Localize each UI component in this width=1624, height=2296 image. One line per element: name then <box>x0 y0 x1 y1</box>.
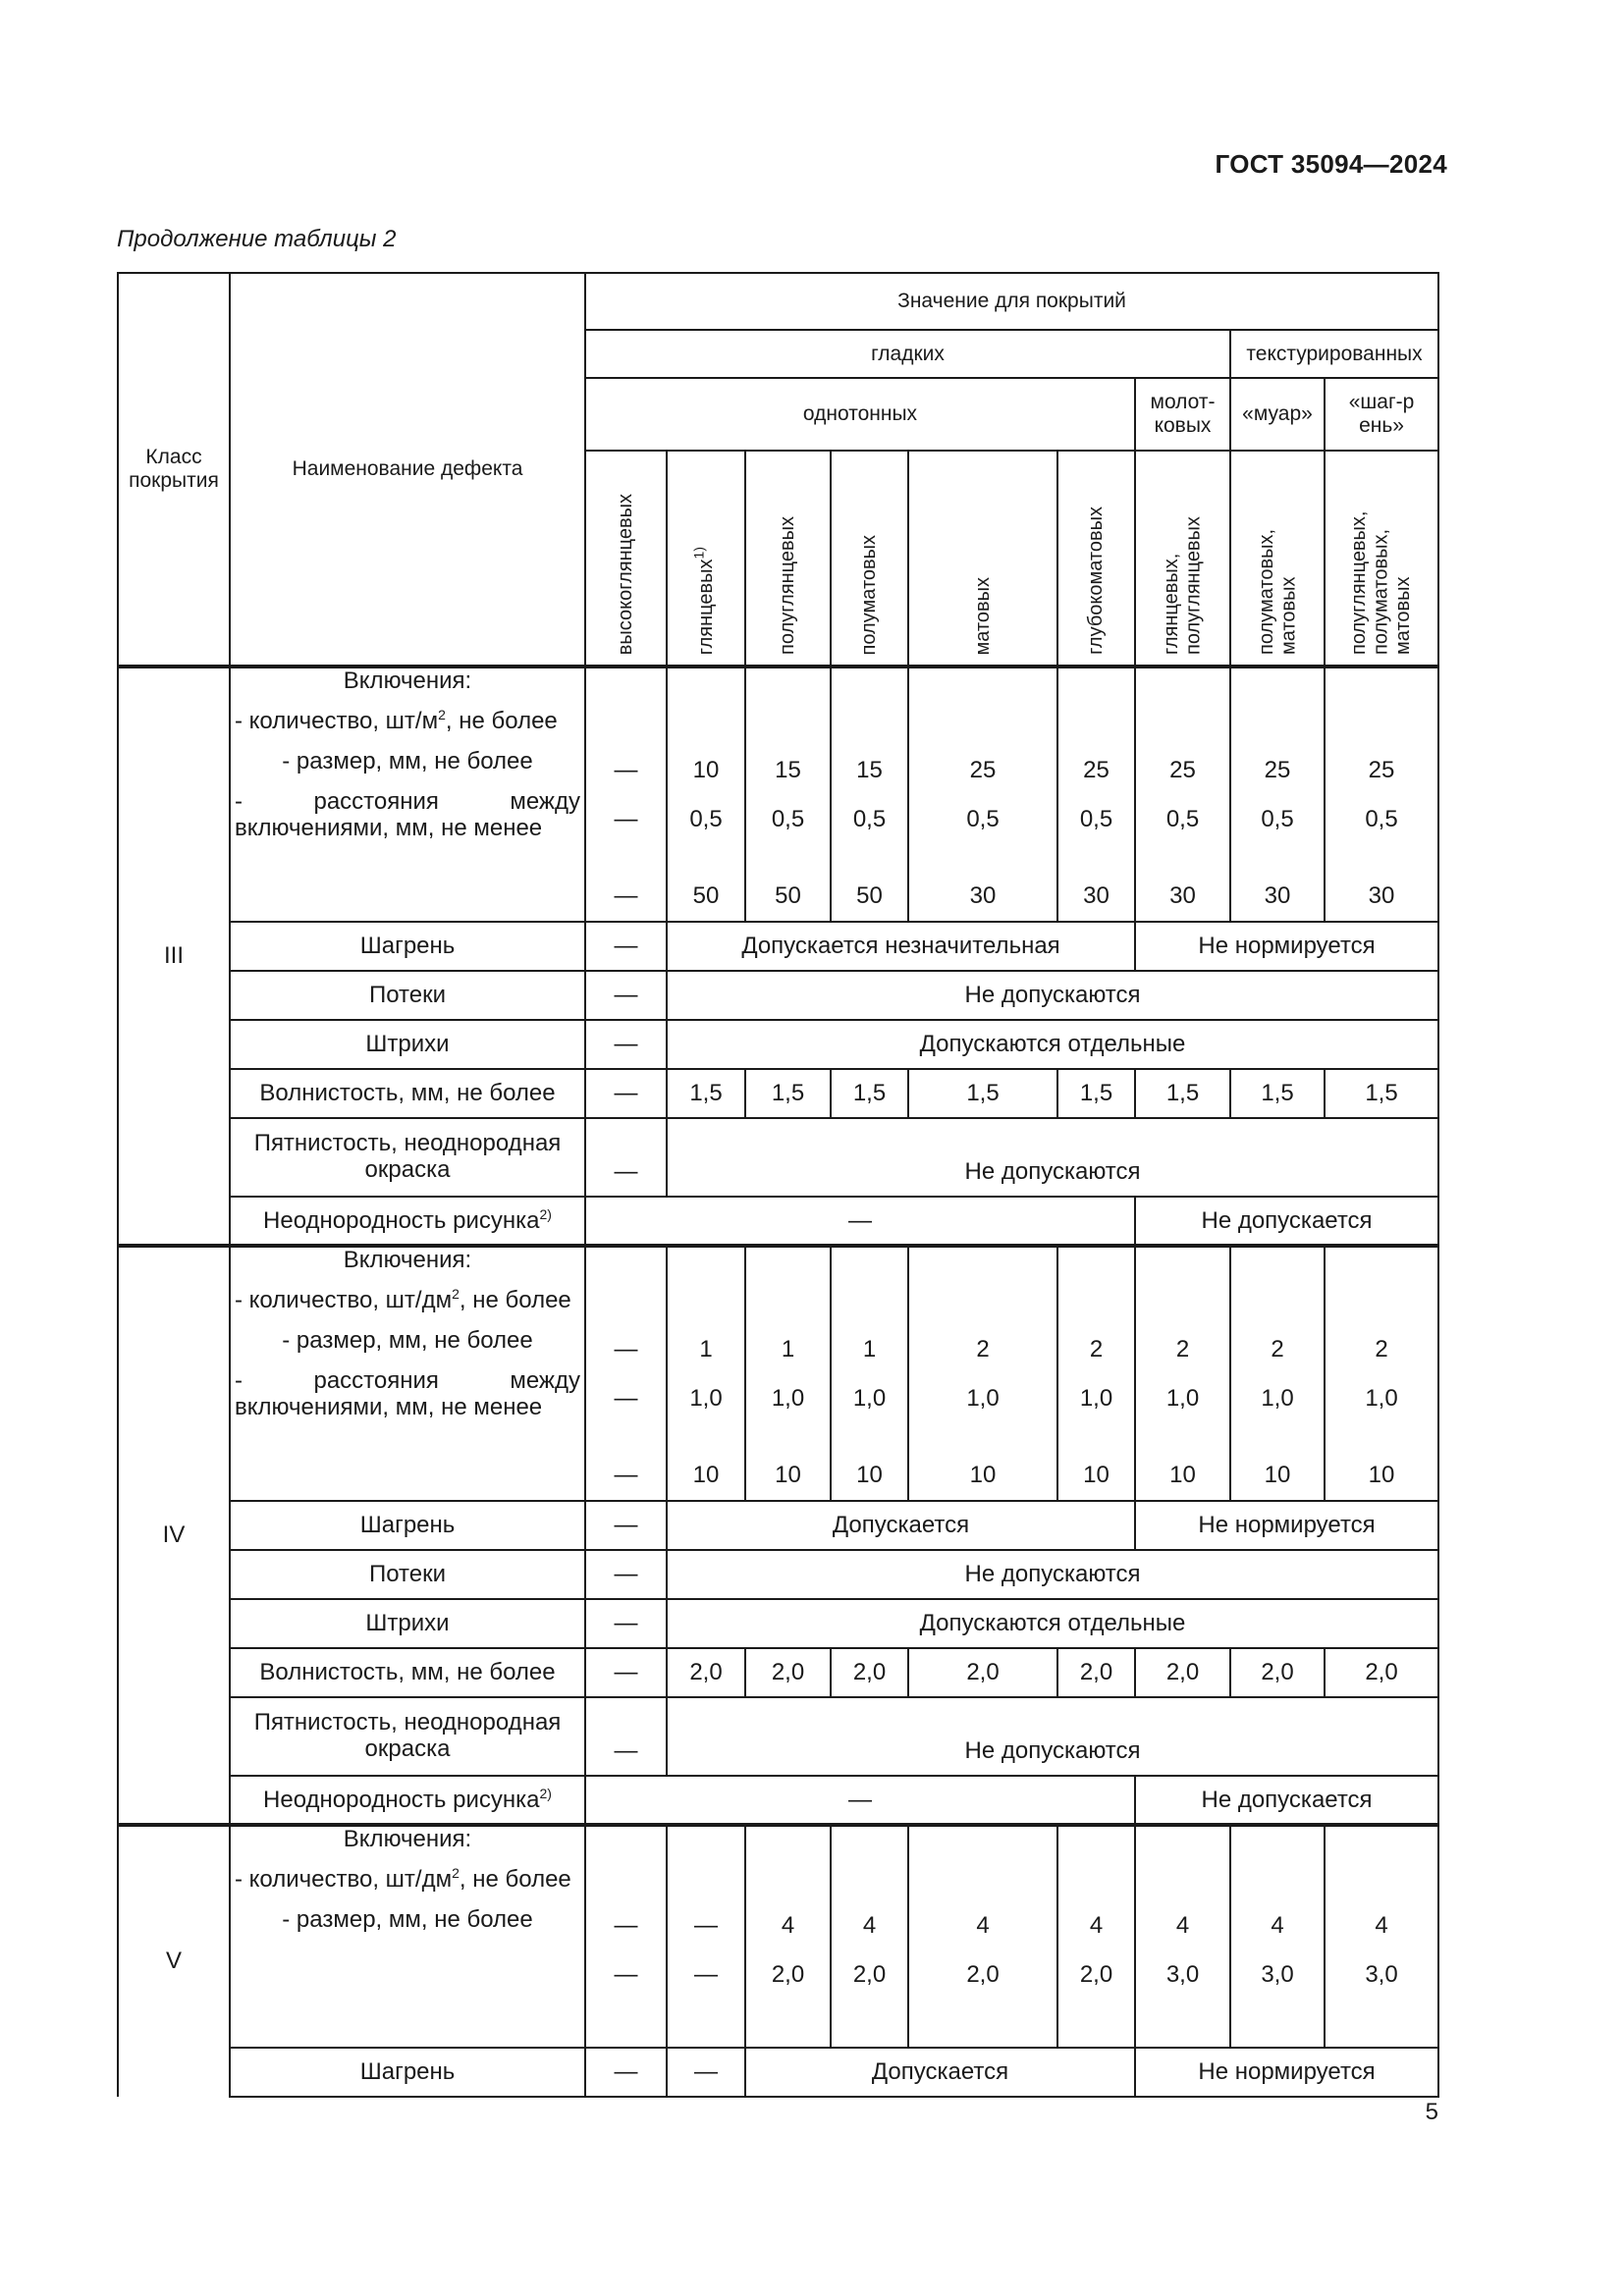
value-cell: 1,5 <box>1230 1069 1325 1118</box>
value-cell: 1 <box>862 1336 877 1362</box>
table-row <box>118 1069 1438 1118</box>
values-IV-c7 <box>1135 1246 1230 1501</box>
pattern-IV-other: Не допускается <box>1135 1776 1438 1825</box>
value-cell: 10 <box>692 1462 720 1488</box>
defect-pattern <box>230 1197 585 1246</box>
value-cell: 1,5 <box>1135 1069 1230 1118</box>
values-IV-c8 <box>1230 1246 1325 1501</box>
value-cell: — <box>694 1912 718 1939</box>
defect-shagreen: Шагрень <box>230 2048 585 2097</box>
page-number: 5 <box>1425 2099 1438 2125</box>
value-cell: 1,5 <box>1057 1069 1135 1118</box>
runs-IV-value: Не допускаются <box>667 1550 1438 1599</box>
value-cell: 10 <box>1169 1462 1196 1488</box>
dash-cell: — <box>585 922 667 971</box>
defect-strokes: Штрихи <box>230 1599 585 1648</box>
defects-table <box>117 272 1439 2098</box>
value-stack <box>588 671 664 911</box>
table-caption: Продолжение таблицы 2 <box>117 226 397 252</box>
dash-cell: — <box>585 1118 667 1197</box>
value-cell: 4 <box>1175 1912 1190 1939</box>
value-stack <box>748 671 828 911</box>
values-IV-c5 <box>908 1246 1057 1501</box>
value-stack <box>748 1827 828 2037</box>
value-cell: 2 <box>1375 1336 1388 1362</box>
qty-label-text: - количество, шт/дм <box>235 1286 453 1313</box>
value-cell: — <box>614 1961 638 1988</box>
value-cell: — <box>694 1961 718 1988</box>
value-cell: 2 <box>1271 1336 1284 1362</box>
header-hammer <box>1135 378 1230 451</box>
value-stack <box>1138 671 1227 911</box>
value-cell: — <box>585 1069 667 1118</box>
size-label: - размер, мм, не более <box>282 1905 533 1933</box>
value-cell: 1,0 <box>1165 1385 1200 1412</box>
defect-inclusions <box>230 667 585 922</box>
value-cell: 10 <box>775 1462 801 1488</box>
value-cell: 2,0 <box>831 1648 908 1697</box>
pattern-III-smooth: — <box>585 1197 1135 1246</box>
qty-label-sup: 2 <box>438 706 446 722</box>
value-cell: 4 <box>1089 1912 1104 1939</box>
value-stack <box>834 1827 905 2037</box>
header-single-color: однотонных <box>585 378 1135 451</box>
value-stack <box>1060 1251 1132 1490</box>
value-cell: 2 <box>976 1336 990 1362</box>
pattern-label: Неоднородность рисунка <box>263 1786 540 1813</box>
values-III-c3 <box>745 667 831 922</box>
value-stack <box>1327 1251 1435 1490</box>
col-header-1 <box>585 451 667 667</box>
value-cell: 1,0 <box>1365 1385 1398 1412</box>
shagreen-III-other: Не нормируется <box>1135 922 1438 971</box>
value-cell: 2,0 <box>852 1961 887 1988</box>
defect-strokes: Штрихи <box>230 1020 585 1069</box>
value-cell: 50 <box>775 882 801 909</box>
value-cell: 30 <box>1169 882 1196 909</box>
col-header-1-text: высокоглянцевых <box>615 493 637 655</box>
value-cell: 0,5 <box>689 806 723 832</box>
value-cell: 2,0 <box>1057 1648 1135 1697</box>
pattern-sup: 2) <box>539 1205 552 1222</box>
col-header-2-footnote: 1) <box>690 546 707 560</box>
table-row <box>118 1118 1438 1197</box>
values-III-c7 <box>1135 667 1230 922</box>
values-V-c1 <box>585 1825 667 2048</box>
shagreen-V-smooth: Допускается <box>745 2048 1135 2097</box>
value-stack <box>670 671 742 911</box>
value-stack <box>1060 1827 1132 2037</box>
col-header-4-text: полуматовых <box>858 534 881 655</box>
runs-III-value: Не допускаются <box>667 971 1438 1020</box>
table-row <box>118 971 1438 1020</box>
value-cell: 3,0 <box>1261 1961 1294 1988</box>
dash-cell: — <box>585 971 667 1020</box>
value-cell: 2,0 <box>966 1961 1000 1988</box>
value-stack <box>911 1251 1055 1490</box>
value-cell: 0,5 <box>1261 806 1294 832</box>
value-cell: 1,0 <box>1079 1385 1113 1412</box>
defect-pattern <box>230 1776 585 1825</box>
col-header-6 <box>1057 451 1135 667</box>
qty-label <box>235 1285 580 1314</box>
value-cell: — <box>614 882 638 909</box>
dash-cell: — <box>667 2048 745 2097</box>
values-V-c3 <box>745 1825 831 2048</box>
strokes-IV-value: Допускаются отдельные <box>667 1599 1438 1648</box>
value-cell: 2,0 <box>1230 1648 1325 1697</box>
col-header-2-label: глянцевых <box>694 559 717 655</box>
value-cell: 1,5 <box>908 1069 1057 1118</box>
value-cell: 1,5 <box>745 1069 831 1118</box>
pattern-label: Неоднородность рисунка <box>263 1206 540 1234</box>
pattern-III-other: Не допускается <box>1135 1197 1438 1246</box>
col-header-2 <box>667 451 745 667</box>
value-cell: 10 <box>969 1462 997 1488</box>
inclusions-title: Включения: <box>343 1826 472 1852</box>
value-cell: 0,5 <box>771 806 805 832</box>
class-cell-IV: IV <box>118 1246 230 1825</box>
col-header-4 <box>831 451 908 667</box>
col-header-9-label: полуглянцевых, полуматовых, матовых <box>1348 510 1415 655</box>
document-code: ГОСТ 35094—2024 <box>1215 149 1447 179</box>
col-header-3 <box>745 451 831 667</box>
pattern-sup: 2) <box>539 1785 552 1801</box>
value-cell: 1,0 <box>1261 1385 1294 1412</box>
value-cell: 1,0 <box>689 1385 723 1412</box>
values-V-c2 <box>667 1825 745 2048</box>
value-cell: 2,0 <box>745 1648 831 1697</box>
value-stack <box>911 671 1055 911</box>
value-cell: 25 <box>1169 757 1196 783</box>
inclusions-title: Включения: <box>343 1247 472 1273</box>
value-cell: 50 <box>856 882 883 909</box>
value-cell: 25 <box>1264 757 1291 783</box>
value-stack <box>1327 671 1435 911</box>
value-stack <box>1138 1827 1227 2037</box>
values-V-c9 <box>1325 1825 1438 2048</box>
value-cell: 0,5 <box>966 806 1000 832</box>
value-cell: 2,0 <box>1079 1961 1113 1988</box>
defect-spotting: Пятнистость, неоднородная окраска <box>230 1697 585 1776</box>
value-cell: 1,0 <box>771 1385 805 1412</box>
col-header-9-text <box>1348 468 1414 655</box>
col-header-2-text <box>690 546 717 655</box>
col-header-9 <box>1325 451 1438 667</box>
defect-shagreen: Шагрень <box>230 922 585 971</box>
value-stack <box>1327 1827 1435 2037</box>
col-header-6-text: глубокоматовых <box>1085 507 1108 655</box>
header-shagreen <box>1325 378 1438 451</box>
table-row <box>118 2048 1438 2097</box>
value-stack <box>1233 1251 1322 1490</box>
value-cell: 50 <box>692 882 720 909</box>
class-cell-III: III <box>118 667 230 1246</box>
qty-label-sup: 2 <box>452 1285 460 1302</box>
defect-runs: Потеки <box>230 971 585 1020</box>
value-stack <box>1233 671 1322 911</box>
value-stack <box>588 1827 664 2037</box>
value-cell: 2,0 <box>771 1961 805 1988</box>
value-stack <box>670 1827 742 2037</box>
defect-waviness: Волнистость, мм, не более <box>230 1069 585 1118</box>
value-cell: 0,5 <box>1079 806 1113 832</box>
value-cell: — <box>614 1462 638 1488</box>
col-header-7 <box>1135 451 1230 667</box>
shagreen-IV-other: Не нормируется <box>1135 1501 1438 1550</box>
spotting-III-value: Не допускаются <box>667 1118 1438 1197</box>
value-cell: 10 <box>1083 1462 1110 1488</box>
defect-spotting: Пятнистость, неоднородная окраска <box>230 1118 585 1197</box>
qty-label-text: - количество, шт/дм <box>235 1865 453 1893</box>
qty-label-sup: 2 <box>452 1864 460 1881</box>
dash-cell: — <box>585 1697 667 1776</box>
value-cell: 2 <box>1089 1336 1104 1362</box>
value-cell: 30 <box>1083 882 1110 909</box>
defect-shagreen: Шагрень <box>230 1501 585 1550</box>
value-stack <box>911 1827 1055 2037</box>
value-cell: 2,0 <box>1325 1648 1438 1697</box>
value-cell: 0,5 <box>852 806 887 832</box>
value-cell: 3,0 <box>1165 1961 1200 1988</box>
qty-label <box>235 706 580 735</box>
header-smooth: гладких <box>585 330 1230 378</box>
values-III-c9 <box>1325 667 1438 922</box>
table-row <box>118 1550 1438 1599</box>
col-header-5 <box>908 451 1057 667</box>
table-row <box>118 1020 1438 1069</box>
values-IV-c3 <box>745 1246 831 1501</box>
values-IV-c1 <box>585 1246 667 1501</box>
table-row <box>118 1197 1438 1246</box>
col-header-8 <box>1230 451 1325 667</box>
col-header-5-text: матовых <box>971 576 994 655</box>
value-stack <box>834 671 905 911</box>
defect-runs: Потеки <box>230 1550 585 1599</box>
value-stack <box>670 1251 742 1490</box>
values-III-c2 <box>667 667 745 922</box>
qty-label-text: - количество, шт/м <box>235 707 439 734</box>
header-moire: «муар» <box>1230 378 1325 451</box>
value-stack <box>834 1251 905 1490</box>
value-cell: — <box>614 806 638 832</box>
value-cell: 10 <box>856 1462 883 1488</box>
class-cell-V: V <box>118 1825 230 2097</box>
value-stack <box>1233 1827 1322 2037</box>
distance-label: - расстояния между включениями, мм, не менее <box>235 787 580 841</box>
value-stack <box>748 1251 828 1490</box>
value-cell: 10 <box>1368 1462 1395 1488</box>
size-label: - размер, мм, не более <box>282 1326 533 1354</box>
shagreen-IV-smooth: Допускается <box>667 1501 1135 1550</box>
qty-label-tail: , не более <box>459 1286 571 1313</box>
values-III-c4 <box>831 667 908 922</box>
value-cell: 4 <box>781 1912 795 1939</box>
pattern-IV-smooth: — <box>585 1776 1135 1825</box>
value-cell: 3,0 <box>1365 1961 1398 1988</box>
value-cell: — <box>614 1385 638 1412</box>
defect-inclusions <box>230 1246 585 1501</box>
value-cell: 1,5 <box>667 1069 745 1118</box>
value-cell: 2 <box>1175 1336 1190 1362</box>
qty-label-tail: , не более <box>445 707 558 734</box>
value-cell: 10 <box>1264 1462 1291 1488</box>
value-cell: 30 <box>1368 882 1395 909</box>
table-row <box>118 1825 1438 2048</box>
value-cell: 2,0 <box>908 1648 1057 1697</box>
value-stack <box>1060 671 1132 911</box>
values-V-c7 <box>1135 1825 1230 2048</box>
values-IV-c2 <box>667 1246 745 1501</box>
shagreen-V-other: Не нормируется <box>1135 2048 1438 2097</box>
value-stack <box>1138 1251 1227 1490</box>
header-defect: Наименование дефекта <box>230 273 585 667</box>
values-IV-c9 <box>1325 1246 1438 1501</box>
value-cell: 30 <box>1264 882 1291 909</box>
strokes-III-value: Допускаются отдельные <box>667 1020 1438 1069</box>
table-row <box>118 667 1438 922</box>
value-cell: 4 <box>976 1912 990 1939</box>
value-cell: 25 <box>1083 757 1110 783</box>
table-row <box>118 1648 1438 1697</box>
size-label: - размер, мм, не более <box>282 747 533 774</box>
distance-label: - расстояния между включениями, мм, не менее <box>235 1366 580 1420</box>
defect-inclusions <box>230 1825 585 2048</box>
values-IV-c4 <box>831 1246 908 1501</box>
values-V-c5 <box>908 1825 1057 2048</box>
value-cell: 10 <box>692 757 720 783</box>
header-hammer-text: молот-ковых <box>1150 391 1216 437</box>
values-III-c5 <box>908 667 1057 922</box>
value-cell: 30 <box>969 882 997 909</box>
value-cell: 15 <box>856 757 883 783</box>
dash-cell: — <box>585 1020 667 1069</box>
defect-waviness: Волнистость, мм, не более <box>230 1648 585 1697</box>
values-III-c6 <box>1057 667 1135 922</box>
value-cell: 4 <box>1271 1912 1284 1939</box>
values-III-c8 <box>1230 667 1325 922</box>
value-cell: 1,0 <box>852 1385 887 1412</box>
col-header-8-label: полуматовых, матовых <box>1255 528 1299 655</box>
value-cell: — <box>614 757 638 783</box>
value-cell: — <box>614 1336 638 1362</box>
value-cell: 1,0 <box>966 1385 1000 1412</box>
values-III-c1 <box>585 667 667 922</box>
value-cell: 4 <box>1375 1912 1388 1939</box>
col-header-7-label: глянцевых, полуглянцевых <box>1161 516 1205 655</box>
col-header-7-text <box>1161 468 1205 655</box>
value-cell: 2,0 <box>667 1648 745 1697</box>
header-class: Класс покрытия <box>118 273 230 667</box>
value-cell: 0,5 <box>1165 806 1200 832</box>
spotting-IV-value: Не допускаются <box>667 1697 1438 1776</box>
dash-cell: — <box>585 1550 667 1599</box>
table-row <box>118 1501 1438 1550</box>
values-V-c8 <box>1230 1825 1325 2048</box>
values-V-c6 <box>1057 1825 1135 2048</box>
value-cell: 4 <box>862 1912 877 1939</box>
value-cell: 1 <box>781 1336 795 1362</box>
inclusions-title: Включения: <box>343 667 472 694</box>
value-cell: 0,5 <box>1365 806 1398 832</box>
header-textured: текстурированных <box>1230 330 1438 378</box>
table-row <box>118 1776 1438 1825</box>
table-row <box>118 922 1438 971</box>
values-IV-c6 <box>1057 1246 1135 1501</box>
table-row <box>118 1697 1438 1776</box>
value-cell: 1 <box>699 1336 713 1362</box>
header-shagreen-text: «шаг-рень» <box>1348 391 1415 437</box>
table-row <box>118 1246 1438 1501</box>
dash-cell: — <box>585 2048 667 2097</box>
value-cell: — <box>585 1648 667 1697</box>
value-cell: 25 <box>1368 757 1395 783</box>
col-header-3-text: полуглянцевых <box>777 516 799 655</box>
value-stack <box>588 1251 664 1490</box>
value-cell: 2,0 <box>1135 1648 1230 1697</box>
value-cell: 15 <box>775 757 801 783</box>
qty-label-tail: , не более <box>459 1865 571 1893</box>
shagreen-III-smooth: Допускается незначительная <box>667 922 1135 971</box>
header-values: Значение для покрытий <box>585 273 1438 330</box>
value-cell: 1,5 <box>1325 1069 1438 1118</box>
qty-label <box>235 1864 580 1894</box>
value-cell: 1,5 <box>831 1069 908 1118</box>
col-header-8-text <box>1256 498 1300 655</box>
values-V-c4 <box>831 1825 908 2048</box>
dash-cell: — <box>585 1501 667 1550</box>
dash-cell: — <box>585 1599 667 1648</box>
value-cell: 25 <box>969 757 997 783</box>
value-cell: — <box>614 1912 638 1939</box>
table-row <box>118 1599 1438 1648</box>
